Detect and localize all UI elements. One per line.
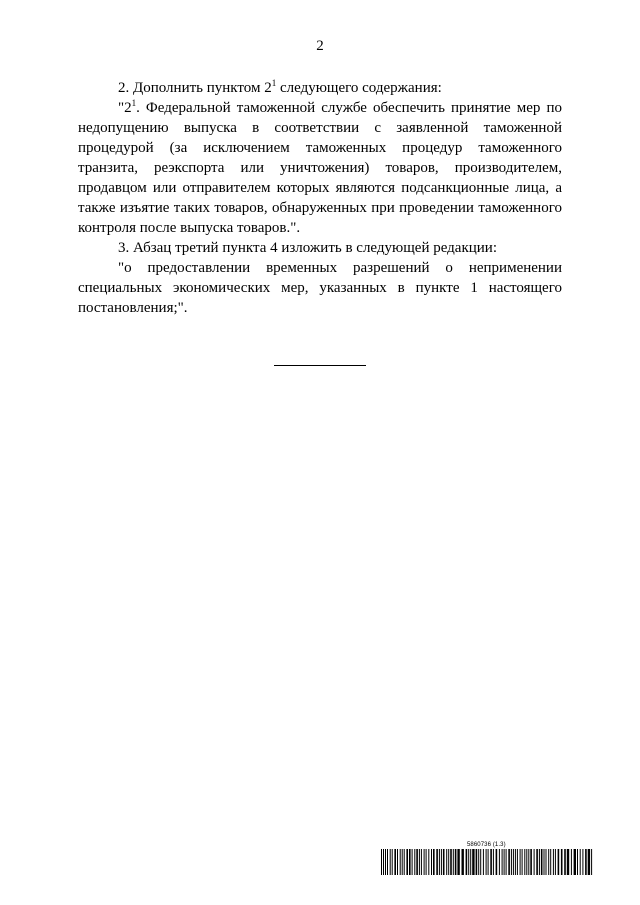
barcode-bar bbox=[522, 849, 523, 875]
barcode-bar bbox=[530, 849, 532, 875]
barcode-bar bbox=[476, 849, 478, 875]
barcode-bar bbox=[394, 849, 396, 875]
barcode-bar bbox=[457, 849, 459, 875]
barcode-bar bbox=[446, 849, 447, 875]
barcode-bar bbox=[404, 849, 405, 875]
barcode-bar bbox=[524, 849, 525, 875]
barcode-bar bbox=[488, 849, 489, 875]
barcode-bar bbox=[412, 849, 413, 875]
barcode-bar bbox=[455, 849, 457, 875]
barcode-bar bbox=[443, 849, 445, 875]
barcode-bar bbox=[574, 849, 576, 875]
barcode-bar bbox=[577, 849, 578, 875]
barcode-bar bbox=[520, 849, 521, 875]
barcode-bar bbox=[513, 849, 514, 875]
barcode-bar bbox=[528, 849, 529, 875]
barcode-bar bbox=[591, 849, 592, 875]
barcode-bar bbox=[383, 849, 384, 875]
paragraph-4: "о предоставлении временных разрешений о неприменении специальных экономических мер, указанных в пункте 1 настоящего постановления;". bbox=[78, 260, 562, 316]
barcode-bar bbox=[534, 849, 535, 875]
barcode-bar bbox=[502, 849, 503, 875]
barcode-bar bbox=[582, 849, 583, 875]
barcode-bar bbox=[496, 849, 498, 875]
barcode-bar bbox=[580, 849, 581, 875]
barcode-bar bbox=[400, 849, 401, 875]
barcode-bar bbox=[486, 849, 487, 875]
barcode-bar bbox=[387, 849, 388, 875]
barcode-bar bbox=[515, 849, 516, 875]
barcode-bar bbox=[381, 849, 382, 875]
barcode-bar bbox=[561, 849, 563, 875]
barcode-bar bbox=[506, 849, 507, 875]
barcode-bar bbox=[541, 849, 543, 875]
barcode-bar bbox=[508, 849, 510, 875]
paragraph-3: 3. Абзац третий пункта 4 изложить в следующей редакции: bbox=[118, 240, 498, 256]
barcode-bar bbox=[428, 849, 429, 875]
barcode-bar bbox=[478, 849, 479, 875]
paragraph-1-text: 2. Дополнить пунктом 2 bbox=[118, 80, 272, 96]
barcode-bar bbox=[588, 849, 590, 875]
paragraph-1 bbox=[78, 78, 562, 98]
superscript: 1 bbox=[271, 78, 277, 88]
barcode-bar bbox=[409, 849, 411, 875]
barcode-bar bbox=[555, 849, 556, 875]
barcode-bar bbox=[397, 849, 398, 875]
paragraph-2 bbox=[78, 98, 562, 238]
document-code: 5860736 (1.3) bbox=[467, 842, 506, 848]
barcode-bar bbox=[448, 849, 449, 875]
barcode-bar bbox=[439, 849, 440, 875]
barcode-bar bbox=[466, 849, 468, 875]
barcode-bar bbox=[441, 849, 442, 875]
barcode-bar bbox=[499, 849, 500, 875]
barcode-image bbox=[381, 849, 593, 875]
barcode-bar bbox=[424, 849, 425, 875]
barcode-bar bbox=[414, 849, 415, 875]
barcode-bar bbox=[450, 849, 452, 875]
paragraph-2-open: "2 bbox=[118, 100, 132, 116]
barcode-bar bbox=[431, 849, 432, 875]
barcode-bar bbox=[546, 849, 547, 875]
barcode-bar bbox=[421, 849, 422, 875]
barcode-bar bbox=[490, 849, 492, 875]
barcode-bar bbox=[462, 849, 464, 875]
superscript: 1 bbox=[131, 98, 137, 108]
barcode-bar bbox=[402, 849, 403, 875]
barcode-bar bbox=[392, 849, 393, 875]
barcode-bar bbox=[390, 849, 391, 875]
barcode-bar bbox=[433, 849, 435, 875]
barcode-bar bbox=[550, 849, 551, 875]
barcode-bar bbox=[553, 849, 554, 875]
barcode-bar bbox=[470, 849, 471, 875]
barcode-bar bbox=[480, 849, 481, 875]
barcode-bar bbox=[548, 849, 549, 875]
barcode-bar bbox=[544, 849, 545, 875]
barcode-bar bbox=[468, 849, 469, 875]
barcode-bar bbox=[504, 849, 505, 875]
barcode-bar bbox=[436, 849, 438, 875]
barcode-bar bbox=[406, 849, 408, 875]
barcode-bar bbox=[564, 849, 566, 875]
divider-line bbox=[274, 365, 366, 366]
barcode-bar bbox=[426, 849, 427, 875]
barcode-bar bbox=[453, 849, 454, 875]
barcode-bar bbox=[558, 849, 560, 875]
barcode-bar bbox=[536, 849, 538, 875]
barcode-bar bbox=[472, 849, 474, 875]
barcode-bar bbox=[493, 849, 494, 875]
barcode-bar bbox=[511, 849, 512, 875]
barcode-bar bbox=[517, 849, 518, 875]
barcode-bar bbox=[416, 849, 418, 875]
paragraph-2-text: . Федеральной таможенной службе обеспечить принятие мер по недопущению выпуска в соответствии с заявленной таможенной процедурой (за исключением таможенных процедур таможенного транзита, реэкспорта или уничтожения) товаров, производителем, продавцом или отправителем которых являются подсанкционные лица, а также изъятие таких товаров, обнаруженных при проведении таможенного контроля после выпуска товаров.". bbox=[78, 100, 562, 236]
barcode-bar bbox=[483, 849, 484, 875]
barcode-bar bbox=[526, 849, 527, 875]
page-number: 2 bbox=[316, 38, 324, 54]
paragraph-1-rest: следующего содержания: bbox=[276, 80, 442, 96]
barcode-bar bbox=[567, 849, 569, 875]
barcode-bar bbox=[385, 849, 386, 875]
barcode-bar bbox=[571, 849, 572, 875]
document-body bbox=[78, 78, 562, 318]
barcode-bar bbox=[419, 849, 420, 875]
barcode-bar bbox=[539, 849, 540, 875]
barcode-bar bbox=[585, 849, 587, 875]
